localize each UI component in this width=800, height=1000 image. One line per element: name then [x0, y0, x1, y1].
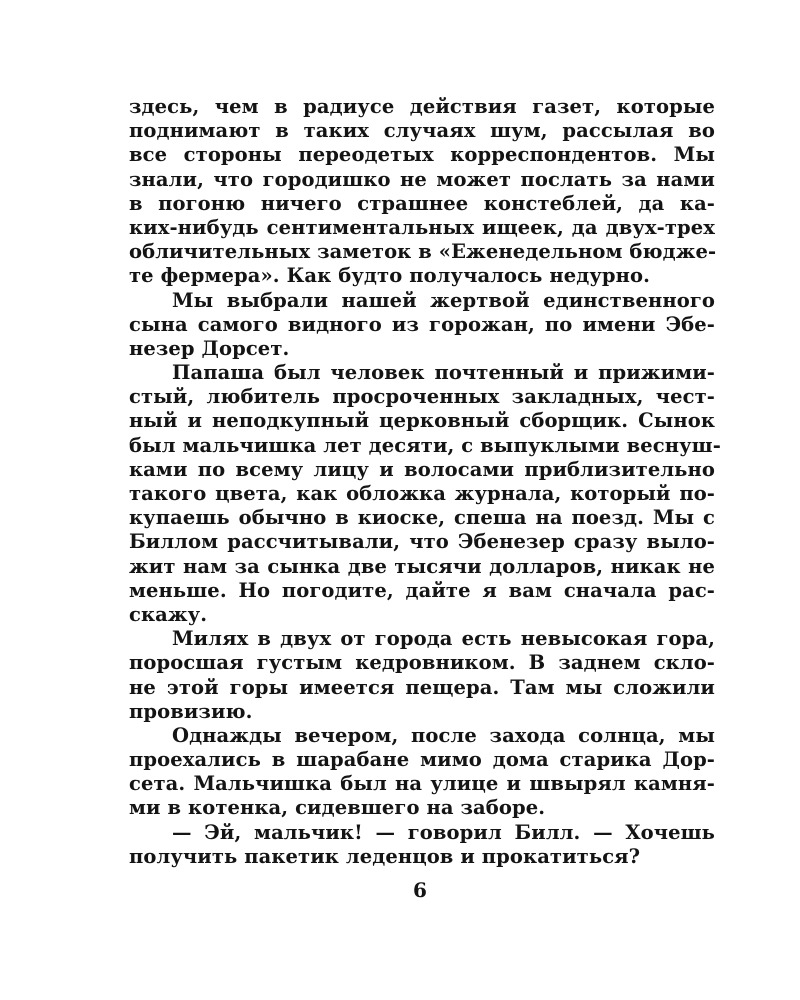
text-line: стый, любитель просроченных закладных, чест- [129, 385, 715, 409]
page-number: 6 [413, 878, 427, 902]
text-line: поросшая густым кедровником. В заднем скло- [129, 651, 715, 675]
text-line: Однажды вечером, после захода солнца, мы [172, 723, 715, 747]
text-line: поднимают в таких случаях шум, рассылая во [129, 119, 715, 143]
text-line: Биллом рассчитывали, что Эбенезер сразу выло- [129, 530, 715, 554]
text-line: меньше. Но погодите, дайте я вам сначала рас- [129, 578, 715, 602]
text-line: обличительных заметок в «Еженедельном бюдже- [129, 240, 717, 264]
paragraph [129, 724, 715, 821]
text-line: ких-нибудь сентиментальных ищеек, да двух-трех [129, 215, 715, 239]
paragraph [129, 627, 715, 724]
text-line: Папаша был человек почтенный и прижими- [172, 361, 715, 385]
text-line: те фермера». Как будто получалось недурно. [129, 264, 651, 288]
text-line: такого цвета, как обложка журнала, который по- [129, 482, 715, 505]
text-line: в погоню ничего страшнее констеблей, да ка- [129, 191, 715, 215]
text-line: проехались в шарабане мимо дома старика Дор- [129, 748, 715, 772]
text-line: ками по всему лицу и волосами приблизительно [129, 457, 715, 481]
text-line: не этой горы имеется пещера. Там мы сложили [129, 675, 715, 699]
text-line: все стороны переодетых корреспондентов. Мы [129, 143, 715, 167]
paragraph [129, 95, 715, 289]
text-line: сына самого видного из горожан, по имени Эбе- [129, 312, 715, 336]
text-line: незер Дорсет. [129, 336, 290, 360]
paragraph [129, 289, 715, 362]
text-line: ми в котенка, сидевшего на заборе. [129, 796, 546, 820]
text-line: жит нам за сынка две тысячи долларов, никак не [129, 554, 715, 578]
text-line: был мальчишка лет десяти, с выпуклыми веснуш- [129, 433, 721, 457]
text-line: знали, что городишко не может послать за нами [129, 167, 715, 191]
text-line: сета. Мальчишка был на улице и швырял камня- [129, 772, 715, 796]
text-line: — Эй, мальчик! — говорил Билл. — Хочешь [172, 820, 715, 844]
paragraph [129, 821, 715, 869]
text-line: ный и неподкупный церковный сборщик. Сынок [129, 409, 715, 433]
text-line: получить пакетик леденцов и прокатиться? [129, 844, 641, 868]
text-line: провизию. [129, 699, 253, 723]
paragraph [129, 361, 721, 627]
text-line: Мы выбрали нашей жертвой единственного [172, 288, 715, 312]
text-line: здесь, чем в радиусе действия газет, которые [129, 95, 715, 118]
text-line: Милях в двух от города есть невысокая гора, [172, 627, 715, 651]
text-line: скажу. [129, 602, 208, 626]
text-line: купаешь обычно в киоске, спеша на поезд. Мы с [129, 506, 715, 530]
body-text [129, 95, 721, 869]
